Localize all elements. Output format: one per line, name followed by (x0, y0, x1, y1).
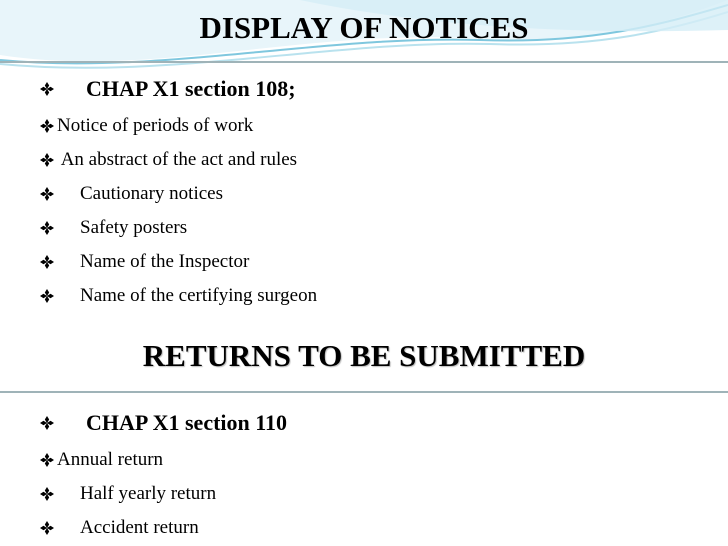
four-diamond-bullet-icon (40, 187, 54, 201)
four-diamond-bullet-icon (40, 119, 54, 133)
four-diamond-bullet-icon (40, 453, 54, 467)
notice-item (40, 251, 249, 273)
notices-chapter: CHAP X1 section 108; (86, 76, 296, 101)
four-diamond-bullet-icon (40, 221, 54, 235)
notice-item-label: Notice of periods of work (57, 115, 254, 136)
returns-chapter-line (40, 410, 287, 436)
section-divider (0, 391, 728, 393)
four-diamond-bullet-icon (40, 487, 54, 501)
notice-item-label: Cautionary notices (80, 183, 223, 204)
four-diamond-bullet-icon (40, 521, 54, 535)
four-diamond-bullet-icon (40, 82, 54, 96)
notice-item (40, 285, 317, 307)
four-diamond-bullet-icon (40, 416, 54, 430)
notices-title: DISPLAY OF NOTICES (199, 10, 529, 45)
returns-chapter: CHAP X1 section 110 (86, 410, 288, 435)
notice-item-label: Name of the Inspector (80, 251, 250, 272)
notices-chapter-line (40, 76, 296, 102)
notice-item-label: An abstract of the act and rules (57, 149, 298, 170)
four-diamond-bullet-icon (40, 255, 54, 269)
notice-item (40, 115, 253, 137)
four-diamond-bullet-icon (40, 153, 54, 167)
return-item (40, 483, 216, 505)
return-item (40, 449, 163, 471)
return-item-label: Annual return (57, 449, 164, 470)
return-item (40, 517, 199, 539)
return-item-label: Half yearly return (80, 483, 217, 504)
return-item-label: Accident return (80, 517, 199, 538)
notice-item-label: Safety posters (80, 217, 188, 238)
notice-item (40, 183, 223, 205)
notice-item (40, 217, 187, 239)
returns-title: RETURNS TO BE SUBMITTED (142, 338, 586, 373)
four-diamond-bullet-icon (40, 289, 54, 303)
notice-item-label: Name of the certifying surgeon (80, 285, 318, 306)
header-divider (0, 61, 728, 63)
notice-item (40, 149, 297, 171)
